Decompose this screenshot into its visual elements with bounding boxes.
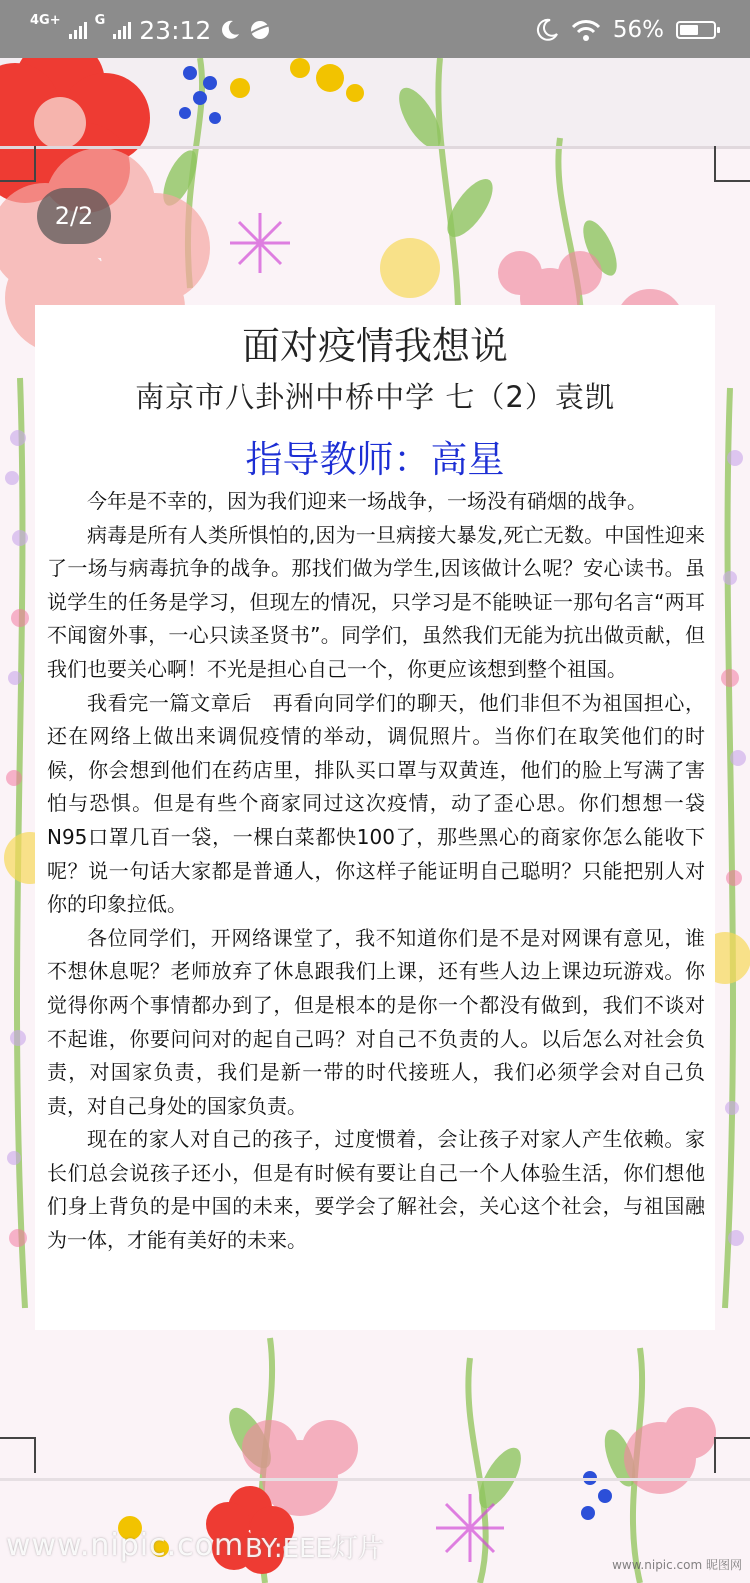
moon-icon: [219, 19, 241, 41]
status-time: 23:12: [139, 15, 212, 45]
crop-mark: [714, 146, 750, 182]
watermark: BY:EEE灯片: [245, 1534, 384, 1564]
signal-icon-2: [113, 21, 131, 39]
article-teacher: 指导教师：高星: [245, 438, 505, 481]
article-title: 面对疫情我想说: [241, 324, 508, 368]
article-paragraph: 各位同学们，开网络课堂了，我不知道你们是不是对网课有意见，谁不想休息呢？老师放弃了休息跟我们上课，还有些人边上课边玩游戏。你觉得你两个事情都办到了，但是根本的是你一个都没有做到，我们不谈对不起谁，你要问问对的起自己吗？对自己不负责的人。以后怎么对社会负责，对国家负责，我们是新一带的时代接班人，我们必须学会对自己负责，对自己身处的国家负责。: [47, 925, 705, 1118]
crop-mark: [714, 1437, 750, 1473]
article-paragraph: 今年是不幸的，因为我们迎来一场战争，一场没有硝烟的战争。: [87, 489, 647, 513]
signal-icon: [69, 21, 87, 39]
article-card: [35, 305, 715, 1330]
article-paragraph: 现在的家人对自己的孩子，过度惯着，会让孩子对家人产生依赖。家长们总会说孩子还小，但是有时候有要让自己一个人体验生活，你们想他们身上背负的是中国的未来，要学会了解社会，关心这个社会，与祖国融为一体，才能有美好的未来。: [47, 1127, 705, 1253]
network-type-label-2: G: [94, 12, 106, 28]
watermark: www.nipic.com 昵图网: [612, 1558, 742, 1572]
crop-mark: [0, 1437, 36, 1473]
status-bar: [0, 0, 750, 58]
crop-mark: [0, 146, 36, 182]
battery-icon: [676, 21, 716, 39]
article-body: [47, 485, 705, 1258]
moon-icon: [535, 18, 559, 42]
article-paragraph: 我看完一篇文章后 再看向同学们的聊天，他们非但不为祖国担心，还在网络上做出来调侃疫情的举动，调侃照片。当你们在取笑他们的时候，你会想到他们在药店里，排队买口罩与双黄连，他们的脸上写满了害怕与恐惧。但是有些个商家同过这次疫情，动了歪心思。你们想想一袋N95口罩几百一袋，一棵白菜都快100了，那些黑心的商家你怎么能收下呢？说一句话大家都是普通人，你这样子能证明自己聪明？只能把别人对你的印象拉低。: [47, 690, 705, 917]
page-counter: 2/2: [37, 188, 111, 244]
article-author: 南京市八卦洲中桥中学 七（2）袁凯: [135, 380, 615, 414]
wifi-icon: [571, 19, 601, 41]
watermark: www.nipic.com: [6, 1528, 245, 1563]
planet-icon: [249, 19, 271, 41]
network-type-label: 4G+: [30, 12, 61, 28]
battery-percent: 56%: [612, 17, 664, 43]
article-paragraph: 病毒是所有人类所惧怕的,因为一旦病接大暴发,死亡无数。中国性迎来了一场与病毒抗争的战争。那找们做为学生,因该做计么呢？安心读书。虽说学生的任务是学习，但现左的情况，只学习是不能映证一那句名言“两耳不闻窗外事，一心只读圣贤书”。同学们，虽然我们无能为抗出做贡献，但我们也要关心啊！不光是担心自己一个，你更应该想到整个祖国。: [47, 522, 705, 681]
